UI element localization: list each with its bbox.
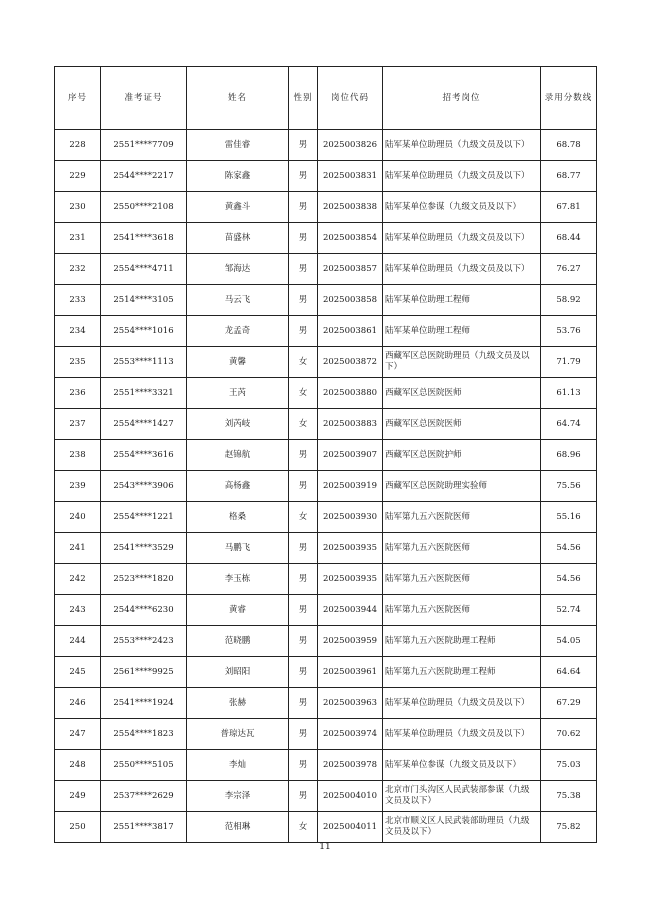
cell-exam-id: 2550****5105 bbox=[101, 750, 187, 781]
table-row bbox=[55, 502, 597, 533]
cell-name: 格桑 bbox=[187, 502, 289, 533]
cell-exam-id: 2554****4711 bbox=[101, 254, 187, 285]
table-row bbox=[55, 812, 597, 843]
cell-seq: 246 bbox=[55, 688, 101, 719]
cell-exam-id: 2551****7709 bbox=[101, 130, 187, 161]
cell-name: 刘昭阳 bbox=[187, 657, 289, 688]
cell-name: 范晓鹏 bbox=[187, 626, 289, 657]
cell-score: 75.56 bbox=[541, 471, 597, 502]
table-row bbox=[55, 719, 597, 750]
page-number: 11 bbox=[319, 842, 331, 852]
cell-gender: 女 bbox=[289, 378, 318, 409]
cell-post-code: 2025003978 bbox=[318, 750, 383, 781]
cell-gender: 男 bbox=[289, 626, 318, 657]
table-row bbox=[55, 316, 597, 347]
cell-post: 陆军某单位助理员（九级文员及以下） bbox=[383, 254, 541, 285]
cell-post: 北京市门头沟区人民武装部参谋（九级文员及以下） bbox=[383, 781, 541, 812]
table-row bbox=[55, 626, 597, 657]
cell-gender: 女 bbox=[289, 347, 318, 378]
cell-gender: 男 bbox=[289, 533, 318, 564]
cell-post: 陆军第九五六医院医师 bbox=[383, 502, 541, 533]
cell-name: 雷佳睿 bbox=[187, 130, 289, 161]
cell-post-code: 2025003883 bbox=[318, 409, 383, 440]
cell-post: 陆军某单位助理员（九级文员及以下） bbox=[383, 130, 541, 161]
header-post: 招考岗位 bbox=[383, 67, 541, 130]
cell-post-code: 2025003831 bbox=[318, 161, 383, 192]
table-row bbox=[55, 254, 597, 285]
cell-seq: 248 bbox=[55, 750, 101, 781]
table-row bbox=[55, 223, 597, 254]
cell-post-code: 2025003880 bbox=[318, 378, 383, 409]
header-name: 姓名 bbox=[187, 67, 289, 130]
cell-name: 范相琳 bbox=[187, 812, 289, 843]
table-row bbox=[55, 161, 597, 192]
header-exam-id: 准考证号 bbox=[101, 67, 187, 130]
cell-exam-id: 2523****1820 bbox=[101, 564, 187, 595]
cell-post-code: 2025003974 bbox=[318, 719, 383, 750]
cell-name: 刘芮岐 bbox=[187, 409, 289, 440]
cell-exam-id: 2553****1113 bbox=[101, 347, 187, 378]
cell-seq: 233 bbox=[55, 285, 101, 316]
cell-exam-id: 2551****3817 bbox=[101, 812, 187, 843]
cell-exam-id: 2544****2217 bbox=[101, 161, 187, 192]
cell-seq: 242 bbox=[55, 564, 101, 595]
cell-post: 陆军第九五六医院助理工程师 bbox=[383, 657, 541, 688]
cell-score: 64.74 bbox=[541, 409, 597, 440]
cell-gender: 男 bbox=[289, 595, 318, 626]
cell-seq: 243 bbox=[55, 595, 101, 626]
cell-post: 陆军第九五六医院医师 bbox=[383, 533, 541, 564]
cell-gender: 女 bbox=[289, 502, 318, 533]
cell-post: 陆军某单位助理员（九级文员及以下） bbox=[383, 223, 541, 254]
cell-score: 53.76 bbox=[541, 316, 597, 347]
cell-exam-id: 2550****2108 bbox=[101, 192, 187, 223]
cell-seq: 240 bbox=[55, 502, 101, 533]
cell-gender: 女 bbox=[289, 409, 318, 440]
cell-exam-id: 2514****3105 bbox=[101, 285, 187, 316]
table-row bbox=[55, 781, 597, 812]
cell-gender: 男 bbox=[289, 254, 318, 285]
cell-name: 陈家鑫 bbox=[187, 161, 289, 192]
cell-seq: 241 bbox=[55, 533, 101, 564]
cell-score: 68.77 bbox=[541, 161, 597, 192]
cell-score: 75.82 bbox=[541, 812, 597, 843]
table-row bbox=[55, 192, 597, 223]
cell-score: 67.29 bbox=[541, 688, 597, 719]
cell-post-code: 2025003838 bbox=[318, 192, 383, 223]
table-row bbox=[55, 378, 597, 409]
cell-exam-id: 2537****2629 bbox=[101, 781, 187, 812]
cell-post-code: 2025003961 bbox=[318, 657, 383, 688]
cell-score: 64.64 bbox=[541, 657, 597, 688]
cell-score: 68.96 bbox=[541, 440, 597, 471]
cell-seq: 229 bbox=[55, 161, 101, 192]
cell-post: 陆军某单位助理员（九级文员及以下） bbox=[383, 161, 541, 192]
cell-score: 75.03 bbox=[541, 750, 597, 781]
cell-score: 58.92 bbox=[541, 285, 597, 316]
cell-post: 陆军第九五六医院助理工程师 bbox=[383, 626, 541, 657]
cell-name: 黄睿 bbox=[187, 595, 289, 626]
cell-score: 68.44 bbox=[541, 223, 597, 254]
cell-post-code: 2025003826 bbox=[318, 130, 383, 161]
cell-seq: 245 bbox=[55, 657, 101, 688]
cell-exam-id: 2541****1924 bbox=[101, 688, 187, 719]
cell-post: 陆军某单位助理员（九级文员及以下） bbox=[383, 719, 541, 750]
cell-score: 68.78 bbox=[541, 130, 597, 161]
cell-score: 61.13 bbox=[541, 378, 597, 409]
cell-exam-id: 2554****1016 bbox=[101, 316, 187, 347]
cell-post: 西藏军区总医院护师 bbox=[383, 440, 541, 471]
cell-name: 高杨鑫 bbox=[187, 471, 289, 502]
cell-seq: 228 bbox=[55, 130, 101, 161]
cell-post: 陆军某单位助理工程师 bbox=[383, 316, 541, 347]
cell-exam-id: 2554****1823 bbox=[101, 719, 187, 750]
cell-name: 黄鑫斗 bbox=[187, 192, 289, 223]
cell-score: 55.16 bbox=[541, 502, 597, 533]
cell-gender: 男 bbox=[289, 564, 318, 595]
cell-score: 54.05 bbox=[541, 626, 597, 657]
cell-post-code: 2025003872 bbox=[318, 347, 383, 378]
cell-name: 王芮 bbox=[187, 378, 289, 409]
cell-score: 52.74 bbox=[541, 595, 597, 626]
cell-post: 西藏军区总医院医师 bbox=[383, 409, 541, 440]
cell-seq: 231 bbox=[55, 223, 101, 254]
table-row bbox=[55, 657, 597, 688]
cell-gender: 男 bbox=[289, 781, 318, 812]
cell-name: 马云飞 bbox=[187, 285, 289, 316]
header-score: 录用分数线 bbox=[541, 67, 597, 130]
admission-score-table bbox=[54, 66, 597, 843]
cell-post-code: 2025003858 bbox=[318, 285, 383, 316]
cell-name: 龙孟奇 bbox=[187, 316, 289, 347]
cell-name: 李玉栋 bbox=[187, 564, 289, 595]
table-row bbox=[55, 130, 597, 161]
cell-post: 北京市顺义区人民武装部助理员（九级文员及以下） bbox=[383, 812, 541, 843]
cell-name: 邹海达 bbox=[187, 254, 289, 285]
header-gender: 性别 bbox=[289, 67, 318, 130]
cell-name: 马鹏飞 bbox=[187, 533, 289, 564]
cell-seq: 247 bbox=[55, 719, 101, 750]
cell-exam-id: 2554****1221 bbox=[101, 502, 187, 533]
cell-seq: 238 bbox=[55, 440, 101, 471]
cell-seq: 244 bbox=[55, 626, 101, 657]
cell-name: 黄馨 bbox=[187, 347, 289, 378]
cell-score: 70.62 bbox=[541, 719, 597, 750]
cell-gender: 男 bbox=[289, 688, 318, 719]
cell-gender: 男 bbox=[289, 719, 318, 750]
cell-score: 54.56 bbox=[541, 564, 597, 595]
cell-score: 75.38 bbox=[541, 781, 597, 812]
header-seq: 序号 bbox=[55, 67, 101, 130]
cell-name: 赵锦航 bbox=[187, 440, 289, 471]
cell-post: 西藏军区总医院助理员（九级文员及以下） bbox=[383, 347, 541, 378]
cell-score: 71.79 bbox=[541, 347, 597, 378]
cell-name: 普琼达瓦 bbox=[187, 719, 289, 750]
cell-gender: 男 bbox=[289, 471, 318, 502]
cell-post-code: 2025003854 bbox=[318, 223, 383, 254]
cell-gender: 男 bbox=[289, 192, 318, 223]
cell-exam-id: 2541****3618 bbox=[101, 223, 187, 254]
cell-name: 李宗泽 bbox=[187, 781, 289, 812]
cell-post-code: 2025003959 bbox=[318, 626, 383, 657]
cell-seq: 249 bbox=[55, 781, 101, 812]
cell-post-code: 2025003963 bbox=[318, 688, 383, 719]
cell-post-code: 2025003919 bbox=[318, 471, 383, 502]
cell-exam-id: 2541****3529 bbox=[101, 533, 187, 564]
cell-post-code: 2025003857 bbox=[318, 254, 383, 285]
cell-exam-id: 2561****9925 bbox=[101, 657, 187, 688]
cell-post: 西藏军区总医院医师 bbox=[383, 378, 541, 409]
table-row bbox=[55, 750, 597, 781]
cell-name: 张赫 bbox=[187, 688, 289, 719]
cell-post: 陆军某单位参谋（九级文员及以下） bbox=[383, 750, 541, 781]
cell-post: 陆军某单位助理工程师 bbox=[383, 285, 541, 316]
cell-post-code: 2025004011 bbox=[318, 812, 383, 843]
cell-exam-id: 2551****3321 bbox=[101, 378, 187, 409]
cell-gender: 男 bbox=[289, 285, 318, 316]
cell-seq: 230 bbox=[55, 192, 101, 223]
table-row bbox=[55, 347, 597, 378]
cell-gender: 男 bbox=[289, 440, 318, 471]
cell-gender: 男 bbox=[289, 223, 318, 254]
cell-score: 54.56 bbox=[541, 533, 597, 564]
cell-post: 陆军第九五六医院医师 bbox=[383, 595, 541, 626]
cell-seq: 237 bbox=[55, 409, 101, 440]
cell-gender: 男 bbox=[289, 130, 318, 161]
cell-score: 67.81 bbox=[541, 192, 597, 223]
cell-post-code: 2025004010 bbox=[318, 781, 383, 812]
cell-post: 陆军第九五六医院医师 bbox=[383, 564, 541, 595]
cell-gender: 男 bbox=[289, 316, 318, 347]
cell-post: 陆军某单位参谋（九级文员及以下） bbox=[383, 192, 541, 223]
table-body bbox=[55, 130, 597, 843]
table-row bbox=[55, 595, 597, 626]
cell-post-code: 2025003935 bbox=[318, 533, 383, 564]
cell-exam-id: 2544****6230 bbox=[101, 595, 187, 626]
table-row bbox=[55, 409, 597, 440]
cell-seq: 232 bbox=[55, 254, 101, 285]
cell-name: 李灿 bbox=[187, 750, 289, 781]
table-header-row bbox=[55, 67, 597, 130]
cell-exam-id: 2543****3906 bbox=[101, 471, 187, 502]
cell-post-code: 2025003944 bbox=[318, 595, 383, 626]
cell-gender: 男 bbox=[289, 161, 318, 192]
table-row bbox=[55, 533, 597, 564]
cell-score: 76.27 bbox=[541, 254, 597, 285]
table-row bbox=[55, 688, 597, 719]
cell-post: 陆军某单位助理员（九级文员及以下） bbox=[383, 688, 541, 719]
cell-post-code: 2025003930 bbox=[318, 502, 383, 533]
table-row bbox=[55, 471, 597, 502]
table-row bbox=[55, 285, 597, 316]
cell-gender: 男 bbox=[289, 657, 318, 688]
cell-seq: 239 bbox=[55, 471, 101, 502]
cell-post: 西藏军区总医院助理实验师 bbox=[383, 471, 541, 502]
cell-exam-id: 2553****2423 bbox=[101, 626, 187, 657]
cell-post-code: 2025003907 bbox=[318, 440, 383, 471]
cell-exam-id: 2554****1427 bbox=[101, 409, 187, 440]
cell-seq: 250 bbox=[55, 812, 101, 843]
cell-post-code: 2025003861 bbox=[318, 316, 383, 347]
cell-post-code: 2025003935 bbox=[318, 564, 383, 595]
cell-seq: 234 bbox=[55, 316, 101, 347]
header-post-code: 岗位代码 bbox=[318, 67, 383, 130]
cell-exam-id: 2554****3616 bbox=[101, 440, 187, 471]
cell-gender: 男 bbox=[289, 750, 318, 781]
cell-gender: 女 bbox=[289, 812, 318, 843]
cell-seq: 236 bbox=[55, 378, 101, 409]
cell-seq: 235 bbox=[55, 347, 101, 378]
cell-name: 苗盛林 bbox=[187, 223, 289, 254]
table-row bbox=[55, 564, 597, 595]
table-row bbox=[55, 440, 597, 471]
